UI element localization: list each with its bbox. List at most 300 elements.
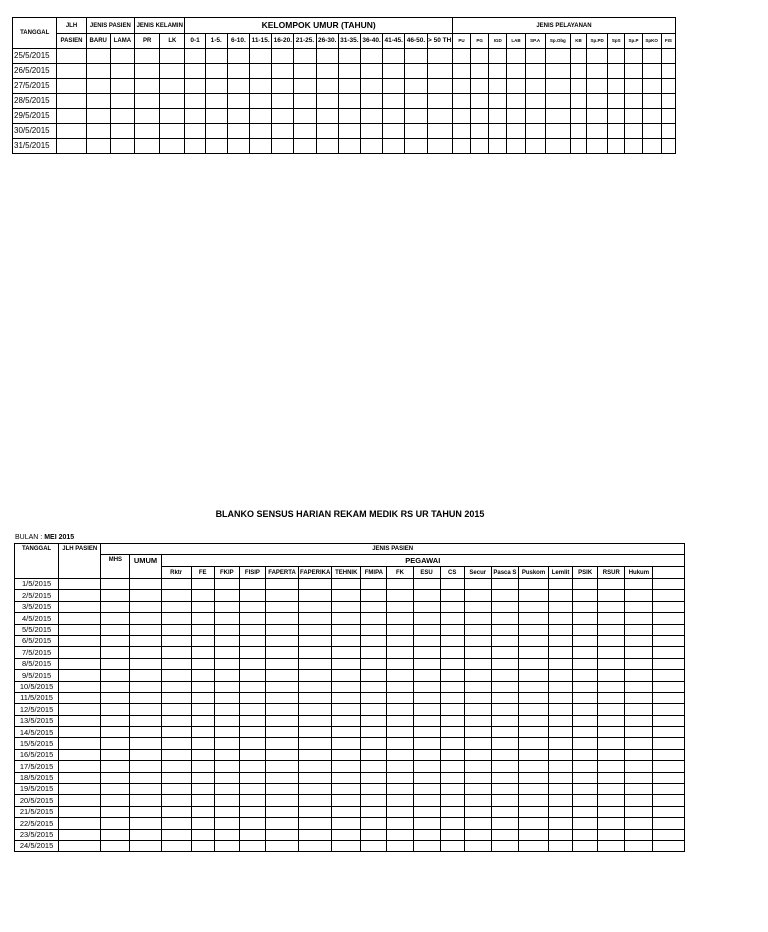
data-cell[interactable] [545, 109, 570, 124]
data-cell[interactable] [491, 670, 518, 681]
data-cell[interactable] [573, 784, 598, 795]
data-cell[interactable] [573, 761, 598, 772]
data-cell[interactable] [239, 749, 265, 760]
data-cell[interactable] [625, 715, 653, 726]
data-cell[interactable] [518, 795, 548, 806]
data-cell[interactable] [587, 109, 608, 124]
data-cell[interactable] [265, 681, 298, 692]
data-cell[interactable] [413, 647, 440, 658]
data-cell[interactable] [130, 579, 161, 590]
data-cell[interactable] [587, 94, 608, 109]
data-cell[interactable] [549, 579, 573, 590]
data-cell[interactable] [525, 79, 545, 94]
data-cell[interactable] [413, 840, 440, 851]
data-cell[interactable] [265, 579, 298, 590]
data-cell[interactable] [191, 635, 214, 646]
data-cell[interactable] [161, 635, 191, 646]
data-cell[interactable] [413, 579, 440, 590]
data-cell[interactable] [101, 692, 130, 703]
data-cell[interactable] [265, 772, 298, 783]
data-cell[interactable] [130, 715, 161, 726]
data-cell[interactable] [101, 635, 130, 646]
data-cell[interactable] [101, 772, 130, 783]
data-cell[interactable] [570, 124, 586, 139]
data-cell[interactable] [625, 761, 653, 772]
data-cell[interactable] [161, 704, 191, 715]
data-cell[interactable] [491, 818, 518, 829]
data-cell[interactable] [518, 613, 548, 624]
data-cell[interactable] [661, 124, 675, 139]
data-cell[interactable] [661, 139, 675, 154]
data-cell[interactable] [332, 590, 361, 601]
data-cell[interactable] [573, 840, 598, 851]
data-cell[interactable] [507, 109, 525, 124]
data-cell[interactable] [161, 613, 191, 624]
data-cell[interactable] [625, 749, 653, 760]
data-cell[interactable] [361, 818, 387, 829]
data-cell[interactable] [299, 613, 332, 624]
data-cell[interactable] [608, 139, 625, 154]
data-cell[interactable] [101, 795, 130, 806]
data-cell[interactable] [130, 795, 161, 806]
data-cell[interactable] [361, 738, 387, 749]
data-cell[interactable] [57, 139, 86, 154]
data-cell[interactable] [316, 94, 338, 109]
data-cell[interactable] [299, 590, 332, 601]
data-cell[interactable] [598, 647, 625, 658]
data-cell[interactable] [101, 829, 130, 840]
data-cell[interactable] [383, 49, 405, 64]
data-cell[interactable] [214, 840, 239, 851]
data-cell[interactable] [518, 818, 548, 829]
data-cell[interactable] [653, 772, 685, 783]
data-cell[interactable] [387, 806, 413, 817]
data-cell[interactable] [185, 49, 205, 64]
data-cell[interactable] [518, 715, 548, 726]
data-cell[interactable] [361, 829, 387, 840]
data-cell[interactable] [598, 738, 625, 749]
data-cell[interactable] [227, 64, 249, 79]
data-cell[interactable] [130, 749, 161, 760]
data-cell[interactable] [598, 590, 625, 601]
data-cell[interactable] [360, 109, 382, 124]
data-cell[interactable] [299, 670, 332, 681]
data-cell[interactable] [361, 613, 387, 624]
data-cell[interactable] [625, 109, 642, 124]
data-cell[interactable] [587, 49, 608, 64]
data-cell[interactable] [135, 64, 160, 79]
data-cell[interactable] [332, 681, 361, 692]
data-cell[interactable] [573, 590, 598, 601]
data-cell[interactable] [598, 772, 625, 783]
data-cell[interactable] [161, 784, 191, 795]
data-cell[interactable] [101, 579, 130, 590]
data-cell[interactable] [570, 139, 586, 154]
data-cell[interactable] [161, 579, 191, 590]
data-cell[interactable] [491, 704, 518, 715]
data-cell[interactable] [387, 590, 413, 601]
data-cell[interactable] [570, 109, 586, 124]
data-cell[interactable] [191, 579, 214, 590]
data-cell[interactable] [361, 727, 387, 738]
data-cell[interactable] [299, 761, 332, 772]
data-cell[interactable] [549, 795, 573, 806]
data-cell[interactable] [239, 635, 265, 646]
data-cell[interactable] [625, 784, 653, 795]
data-cell[interactable] [405, 109, 427, 124]
data-cell[interactable] [518, 840, 548, 851]
data-cell[interactable] [265, 829, 298, 840]
data-cell[interactable] [491, 772, 518, 783]
data-cell[interactable] [598, 784, 625, 795]
data-cell[interactable] [86, 109, 110, 124]
data-cell[interactable] [491, 761, 518, 772]
data-cell[interactable] [440, 658, 464, 669]
data-cell[interactable] [573, 772, 598, 783]
data-cell[interactable] [625, 670, 653, 681]
data-cell[interactable] [587, 139, 608, 154]
data-cell[interactable] [452, 79, 470, 94]
data-cell[interactable] [642, 64, 661, 79]
data-cell[interactable] [413, 624, 440, 635]
data-cell[interactable] [383, 79, 405, 94]
data-cell[interactable] [205, 49, 227, 64]
data-cell[interactable] [598, 818, 625, 829]
data-cell[interactable] [191, 738, 214, 749]
data-cell[interactable] [239, 647, 265, 658]
data-cell[interactable] [332, 647, 361, 658]
data-cell[interactable] [239, 658, 265, 669]
data-cell[interactable] [191, 692, 214, 703]
data-cell[interactable] [272, 49, 294, 64]
data-cell[interactable] [598, 749, 625, 760]
data-cell[interactable] [360, 94, 382, 109]
data-cell[interactable] [214, 772, 239, 783]
data-cell[interactable] [518, 727, 548, 738]
data-cell[interactable] [205, 109, 227, 124]
data-cell[interactable] [338, 139, 360, 154]
data-cell[interactable] [299, 772, 332, 783]
data-cell[interactable] [598, 806, 625, 817]
data-cell[interactable] [130, 670, 161, 681]
data-cell[interactable] [413, 590, 440, 601]
data-cell[interactable] [573, 681, 598, 692]
data-cell[interactable] [130, 601, 161, 612]
data-cell[interactable] [587, 124, 608, 139]
data-cell[interactable] [59, 806, 101, 817]
data-cell[interactable] [405, 64, 427, 79]
data-cell[interactable] [59, 738, 101, 749]
data-cell[interactable] [338, 124, 360, 139]
data-cell[interactable] [299, 635, 332, 646]
data-cell[interactable] [653, 635, 685, 646]
data-cell[interactable] [265, 749, 298, 760]
data-cell[interactable] [250, 124, 272, 139]
data-cell[interactable] [507, 49, 525, 64]
data-cell[interactable] [161, 727, 191, 738]
data-cell[interactable] [427, 109, 452, 124]
data-cell[interactable] [361, 647, 387, 658]
data-cell[interactable] [440, 818, 464, 829]
data-cell[interactable] [239, 601, 265, 612]
data-cell[interactable] [214, 681, 239, 692]
data-cell[interactable] [239, 670, 265, 681]
data-cell[interactable] [101, 601, 130, 612]
data-cell[interactable] [427, 64, 452, 79]
data-cell[interactable] [135, 109, 160, 124]
data-cell[interactable] [101, 613, 130, 624]
data-cell[interactable] [471, 49, 489, 64]
data-cell[interactable] [191, 601, 214, 612]
data-cell[interactable] [294, 139, 316, 154]
data-cell[interactable] [471, 124, 489, 139]
data-cell[interactable] [489, 49, 507, 64]
data-cell[interactable] [625, 635, 653, 646]
data-cell[interactable] [250, 94, 272, 109]
data-cell[interactable] [130, 658, 161, 669]
data-cell[interactable] [387, 784, 413, 795]
data-cell[interactable] [360, 124, 382, 139]
data-cell[interactable] [489, 139, 507, 154]
data-cell[interactable] [110, 109, 134, 124]
data-cell[interactable] [464, 761, 491, 772]
data-cell[interactable] [427, 94, 452, 109]
data-cell[interactable] [59, 681, 101, 692]
data-cell[interactable] [545, 124, 570, 139]
data-cell[interactable] [316, 79, 338, 94]
data-cell[interactable] [160, 109, 185, 124]
data-cell[interactable] [549, 670, 573, 681]
data-cell[interactable] [464, 749, 491, 760]
data-cell[interactable] [387, 624, 413, 635]
data-cell[interactable] [59, 613, 101, 624]
data-cell[interactable] [464, 635, 491, 646]
data-cell[interactable] [214, 704, 239, 715]
data-cell[interactable] [464, 704, 491, 715]
data-cell[interactable] [491, 692, 518, 703]
data-cell[interactable] [265, 784, 298, 795]
data-cell[interactable] [299, 795, 332, 806]
data-cell[interactable] [413, 772, 440, 783]
data-cell[interactable] [608, 124, 625, 139]
data-cell[interactable] [265, 715, 298, 726]
data-cell[interactable] [161, 658, 191, 669]
data-cell[interactable] [361, 601, 387, 612]
data-cell[interactable] [625, 681, 653, 692]
data-cell[interactable] [191, 681, 214, 692]
data-cell[interactable] [549, 590, 573, 601]
data-cell[interactable] [440, 784, 464, 795]
data-cell[interactable] [214, 784, 239, 795]
data-cell[interactable] [489, 79, 507, 94]
data-cell[interactable] [491, 624, 518, 635]
data-cell[interactable] [440, 635, 464, 646]
data-cell[interactable] [440, 749, 464, 760]
data-cell[interactable] [299, 818, 332, 829]
data-cell[interactable] [573, 818, 598, 829]
data-cell[interactable] [101, 727, 130, 738]
data-cell[interactable] [573, 647, 598, 658]
data-cell[interactable] [464, 795, 491, 806]
data-cell[interactable] [413, 818, 440, 829]
data-cell[interactable] [185, 79, 205, 94]
data-cell[interactable] [661, 94, 675, 109]
data-cell[interactable] [545, 64, 570, 79]
data-cell[interactable] [130, 613, 161, 624]
data-cell[interactable] [265, 601, 298, 612]
data-cell[interactable] [161, 647, 191, 658]
data-cell[interactable] [464, 647, 491, 658]
data-cell[interactable] [161, 692, 191, 703]
data-cell[interactable] [265, 818, 298, 829]
data-cell[interactable] [464, 829, 491, 840]
data-cell[interactable] [387, 727, 413, 738]
data-cell[interactable] [360, 49, 382, 64]
data-cell[interactable] [361, 749, 387, 760]
data-cell[interactable] [608, 109, 625, 124]
data-cell[interactable] [518, 738, 548, 749]
data-cell[interactable] [239, 727, 265, 738]
data-cell[interactable] [59, 601, 101, 612]
data-cell[interactable] [507, 94, 525, 109]
data-cell[interactable] [549, 715, 573, 726]
data-cell[interactable] [130, 818, 161, 829]
data-cell[interactable] [387, 658, 413, 669]
data-cell[interactable] [661, 79, 675, 94]
data-cell[interactable] [191, 647, 214, 658]
data-cell[interactable] [265, 692, 298, 703]
data-cell[interactable] [518, 579, 548, 590]
data-cell[interactable] [387, 772, 413, 783]
data-cell[interactable] [464, 784, 491, 795]
data-cell[interactable] [491, 727, 518, 738]
data-cell[interactable] [299, 681, 332, 692]
data-cell[interactable] [440, 613, 464, 624]
data-cell[interactable] [598, 635, 625, 646]
data-cell[interactable] [205, 94, 227, 109]
data-cell[interactable] [185, 139, 205, 154]
data-cell[interactable] [130, 727, 161, 738]
data-cell[interactable] [272, 124, 294, 139]
data-cell[interactable] [573, 692, 598, 703]
data-cell[interactable] [464, 579, 491, 590]
data-cell[interactable] [549, 727, 573, 738]
data-cell[interactable] [332, 806, 361, 817]
data-cell[interactable] [413, 749, 440, 760]
data-cell[interactable] [214, 749, 239, 760]
data-cell[interactable] [440, 624, 464, 635]
data-cell[interactable] [214, 670, 239, 681]
data-cell[interactable] [191, 806, 214, 817]
data-cell[interactable] [452, 124, 470, 139]
data-cell[interactable] [130, 704, 161, 715]
data-cell[interactable] [332, 601, 361, 612]
data-cell[interactable] [332, 795, 361, 806]
data-cell[interactable] [101, 784, 130, 795]
data-cell[interactable] [471, 79, 489, 94]
data-cell[interactable] [161, 829, 191, 840]
data-cell[interactable] [491, 795, 518, 806]
data-cell[interactable] [545, 94, 570, 109]
data-cell[interactable] [110, 124, 134, 139]
data-cell[interactable] [440, 590, 464, 601]
data-cell[interactable] [332, 772, 361, 783]
data-cell[interactable] [59, 647, 101, 658]
data-cell[interactable] [413, 795, 440, 806]
data-cell[interactable] [471, 64, 489, 79]
data-cell[interactable] [59, 624, 101, 635]
data-cell[interactable] [86, 64, 110, 79]
data-cell[interactable] [653, 613, 685, 624]
data-cell[interactable] [625, 624, 653, 635]
data-cell[interactable] [130, 590, 161, 601]
data-cell[interactable] [661, 109, 675, 124]
data-cell[interactable] [86, 94, 110, 109]
data-cell[interactable] [625, 79, 642, 94]
data-cell[interactable] [625, 94, 642, 109]
data-cell[interactable] [299, 840, 332, 851]
data-cell[interactable] [405, 139, 427, 154]
data-cell[interactable] [185, 94, 205, 109]
data-cell[interactable] [239, 590, 265, 601]
data-cell[interactable] [405, 94, 427, 109]
data-cell[interactable] [272, 64, 294, 79]
data-cell[interactable] [135, 139, 160, 154]
data-cell[interactable] [316, 49, 338, 64]
data-cell[interactable] [59, 579, 101, 590]
data-cell[interactable] [160, 94, 185, 109]
data-cell[interactable] [507, 64, 525, 79]
data-cell[interactable] [57, 49, 86, 64]
data-cell[interactable] [294, 64, 316, 79]
data-cell[interactable] [360, 64, 382, 79]
data-cell[interactable] [549, 784, 573, 795]
data-cell[interactable] [191, 784, 214, 795]
data-cell[interactable] [387, 829, 413, 840]
data-cell[interactable] [598, 670, 625, 681]
data-cell[interactable] [59, 784, 101, 795]
data-cell[interactable] [549, 601, 573, 612]
data-cell[interactable] [642, 94, 661, 109]
data-cell[interactable] [160, 79, 185, 94]
data-cell[interactable] [625, 818, 653, 829]
data-cell[interactable] [549, 806, 573, 817]
data-cell[interactable] [549, 635, 573, 646]
data-cell[interactable] [161, 738, 191, 749]
data-cell[interactable] [59, 715, 101, 726]
data-cell[interactable] [161, 624, 191, 635]
data-cell[interactable] [214, 795, 239, 806]
data-cell[interactable] [573, 635, 598, 646]
data-cell[interactable] [191, 772, 214, 783]
data-cell[interactable] [653, 704, 685, 715]
data-cell[interactable] [642, 49, 661, 64]
data-cell[interactable] [387, 715, 413, 726]
data-cell[interactable] [427, 124, 452, 139]
data-cell[interactable] [440, 738, 464, 749]
data-cell[interactable] [161, 681, 191, 692]
data-cell[interactable] [299, 738, 332, 749]
data-cell[interactable] [332, 658, 361, 669]
data-cell[interactable] [440, 806, 464, 817]
data-cell[interactable] [361, 806, 387, 817]
data-cell[interactable] [518, 658, 548, 669]
data-cell[interactable] [383, 94, 405, 109]
data-cell[interactable] [299, 601, 332, 612]
data-cell[interactable] [573, 579, 598, 590]
data-cell[interactable] [653, 658, 685, 669]
data-cell[interactable] [185, 64, 205, 79]
